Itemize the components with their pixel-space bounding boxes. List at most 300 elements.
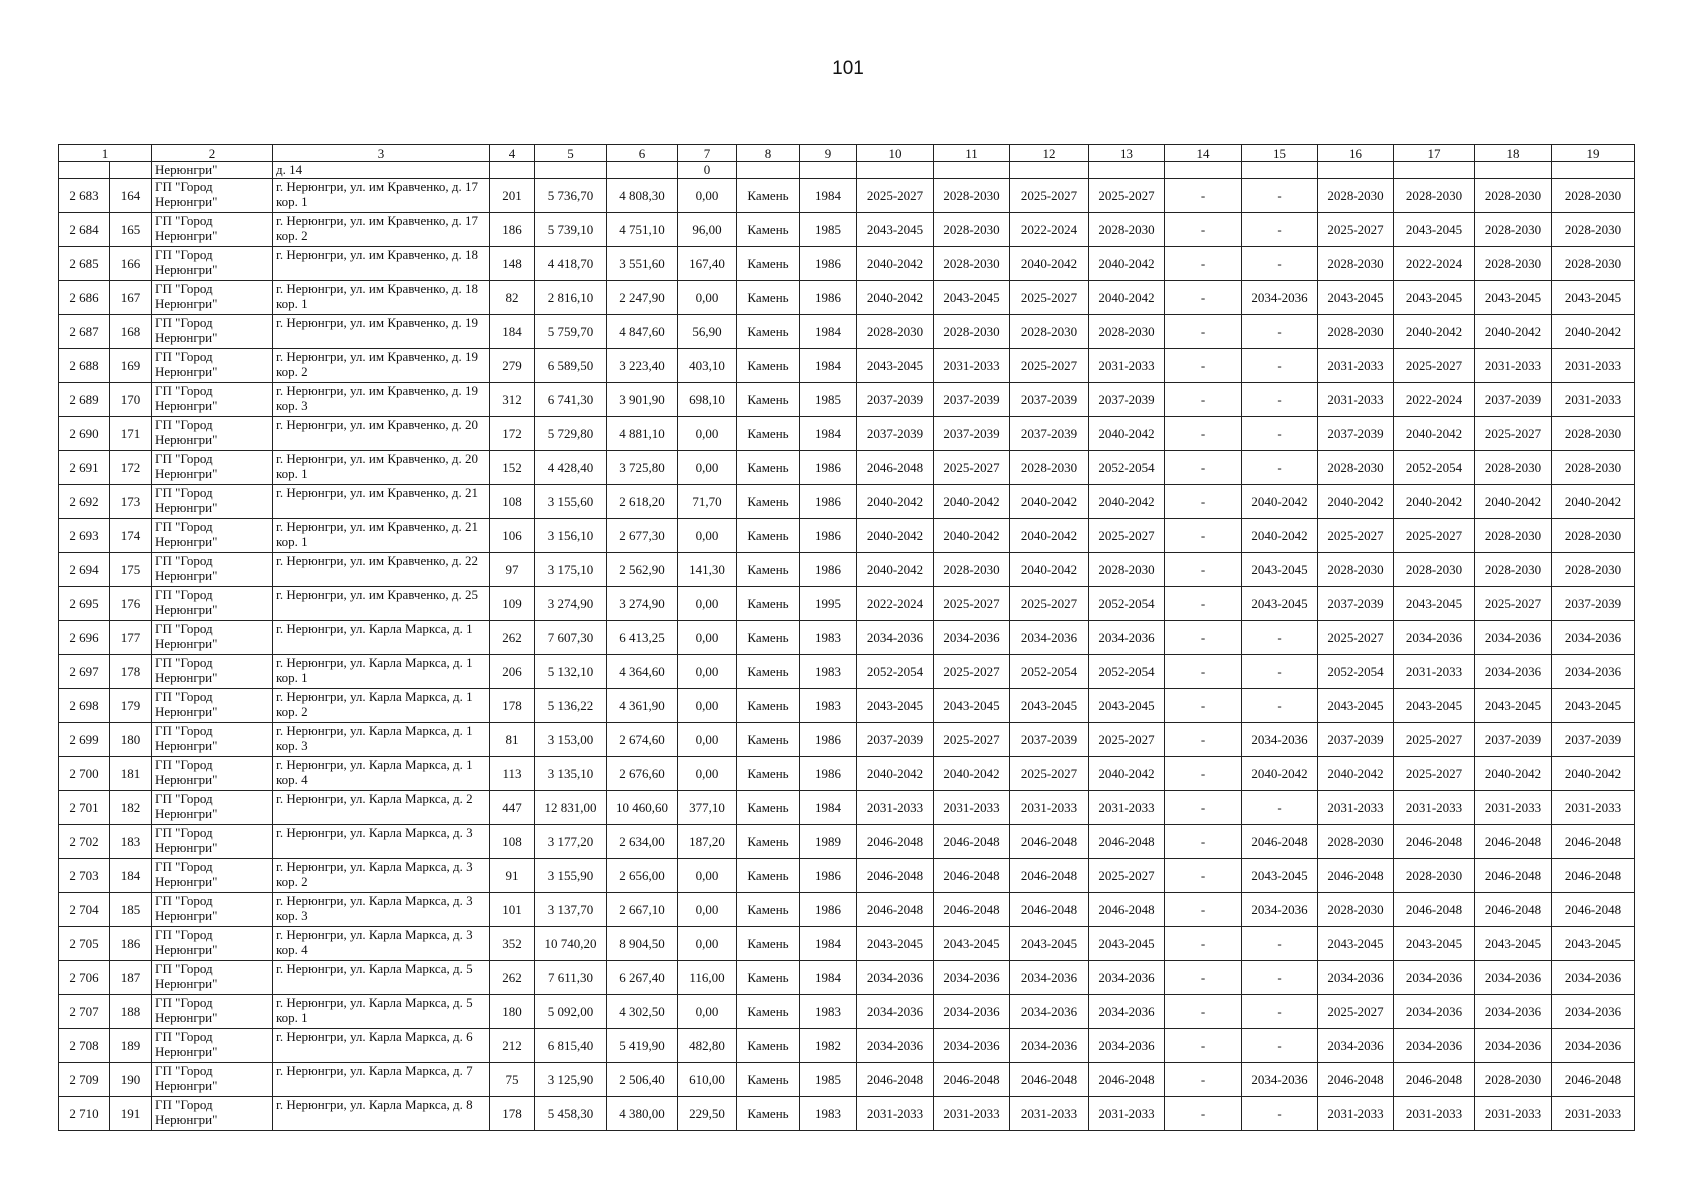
- table-cell: 2037-2039: [1010, 723, 1089, 757]
- table-cell: 447: [490, 791, 535, 825]
- table-cell: 2025-2027: [1089, 859, 1165, 893]
- item-number-cell: 187: [110, 961, 152, 995]
- item-number-cell: 182: [110, 791, 152, 825]
- table-cell: -: [1242, 1029, 1318, 1063]
- item-number-cell: 180: [110, 723, 152, 757]
- table-cell: 4 364,60: [607, 655, 678, 689]
- table-cell: 71,70: [678, 485, 737, 519]
- item-number-cell: 177: [110, 621, 152, 655]
- table-cell: [737, 162, 800, 179]
- table-cell: 2028-2030: [1552, 553, 1635, 587]
- table-cell: 4 428,40: [535, 451, 607, 485]
- table-cell: 5 739,10: [535, 213, 607, 247]
- table-cell: -: [1165, 383, 1242, 417]
- table-cell: 2028-2030: [1475, 179, 1552, 213]
- table-cell: 2025-2027: [934, 655, 1010, 689]
- table-cell: 2046-2048: [1089, 825, 1165, 859]
- table-cell: 2028-2030: [1475, 519, 1552, 553]
- table-row: [59, 757, 1635, 791]
- table-cell: 186: [490, 213, 535, 247]
- table-cell: -: [1242, 995, 1318, 1029]
- table-cell: 1984: [800, 961, 857, 995]
- table-cell: 2046-2048: [857, 451, 934, 485]
- table-cell: 2037-2039: [857, 383, 934, 417]
- table-cell: 0,00: [678, 995, 737, 1029]
- table-cell: 0,00: [678, 723, 737, 757]
- address-cell: г. Нерюнгри, ул. Карла Маркса, д. 8: [273, 1097, 490, 1131]
- table-cell: 2046-2048: [1010, 1063, 1089, 1097]
- table-cell: 0,00: [678, 587, 737, 621]
- row-number-cell: 2 688: [59, 349, 110, 383]
- table-cell: 0,00: [678, 451, 737, 485]
- table-cell: 2040-2042: [1552, 485, 1635, 519]
- table-cell: 2034-2036: [1010, 995, 1089, 1029]
- table-cell: 2040-2042: [1242, 519, 1318, 553]
- table-cell: 1983: [800, 995, 857, 1029]
- table-row: [59, 621, 1635, 655]
- table-cell: 2025-2027: [1089, 519, 1165, 553]
- owner-cell: ГП "Город Нерюнгри": [152, 893, 273, 927]
- table-cell: 2046-2048: [934, 859, 1010, 893]
- table-cell: 2040-2042: [857, 519, 934, 553]
- table-cell: 2022-2024: [1394, 247, 1475, 281]
- table-cell: 141,30: [678, 553, 737, 587]
- item-number-cell: 184: [110, 859, 152, 893]
- table-cell: 2034-2036: [1089, 621, 1165, 655]
- item-number-cell: 173: [110, 485, 152, 519]
- item-number-cell: 168: [110, 315, 152, 349]
- table-cell: -: [1242, 961, 1318, 995]
- item-number-cell: 178: [110, 655, 152, 689]
- table-cell: 2034-2036: [934, 621, 1010, 655]
- column-header: 7: [678, 145, 737, 162]
- table-cell: 2043-2045: [934, 689, 1010, 723]
- table-cell: -: [1242, 621, 1318, 655]
- table-cell: -: [1165, 315, 1242, 349]
- table-row: [59, 179, 1635, 213]
- table-cell: 1983: [800, 655, 857, 689]
- table-cell: 2040-2042: [1552, 757, 1635, 791]
- table-cell: 2046-2048: [1552, 893, 1635, 927]
- table-row: [59, 213, 1635, 247]
- table-cell: 2031-2033: [1318, 383, 1394, 417]
- item-number-cell: 172: [110, 451, 152, 485]
- table-cell: -: [1165, 417, 1242, 451]
- table-cell: 2034-2036: [1552, 995, 1635, 1029]
- table-cell: 1986: [800, 451, 857, 485]
- table-cell: 2043-2045: [1552, 689, 1635, 723]
- table-cell: 1986: [800, 893, 857, 927]
- table-cell: 4 751,10: [607, 213, 678, 247]
- table-row: [59, 1097, 1635, 1131]
- table-cell: 3 135,10: [535, 757, 607, 791]
- table-cell: 2034-2036: [1475, 961, 1552, 995]
- table-cell: 201: [490, 179, 535, 213]
- table-cell: -: [1242, 315, 1318, 349]
- table-cell: 2034-2036: [1318, 961, 1394, 995]
- table-cell: 2052-2054: [1010, 655, 1089, 689]
- table-cell: 2034-2036: [934, 995, 1010, 1029]
- table-cell: 5 736,70: [535, 179, 607, 213]
- table-row: [59, 927, 1635, 961]
- table-cell: 180: [490, 995, 535, 1029]
- table-cell: 2037-2039: [1552, 587, 1635, 621]
- table-cell: 2046-2048: [1010, 859, 1089, 893]
- table-cell: Камень: [737, 689, 800, 723]
- table-cell: 2034-2036: [1475, 655, 1552, 689]
- table-cell: 2052-2054: [1089, 451, 1165, 485]
- table-cell: [535, 162, 607, 179]
- table-cell: 2028-2030: [1318, 893, 1394, 927]
- table-cell: 75: [490, 1063, 535, 1097]
- table-cell: 116,00: [678, 961, 737, 995]
- table-cell: 1986: [800, 553, 857, 587]
- table-cell: -: [1242, 247, 1318, 281]
- table-cell: -: [1165, 995, 1242, 1029]
- table-cell: 81: [490, 723, 535, 757]
- row-number-cell: 2 700: [59, 757, 110, 791]
- owner-cell: ГП "Город Нерюнгри": [152, 553, 273, 587]
- table-cell: 178: [490, 689, 535, 723]
- table-cell: 187,20: [678, 825, 737, 859]
- table-cell: 2025-2027: [1475, 417, 1552, 451]
- item-number-cell: 175: [110, 553, 152, 587]
- table-row: [59, 519, 1635, 553]
- table-cell: -: [1165, 519, 1242, 553]
- table-cell: [934, 162, 1010, 179]
- table-cell: 2040-2042: [1089, 757, 1165, 791]
- column-header: 14: [1165, 145, 1242, 162]
- table-cell: Камень: [737, 859, 800, 893]
- table-row: [59, 655, 1635, 689]
- table-cell: 2040-2042: [1010, 247, 1089, 281]
- table-cell: 148: [490, 247, 535, 281]
- table-cell: 2043-2045: [857, 349, 934, 383]
- owner-cell: ГП "Город Нерюнгри": [152, 587, 273, 621]
- table-cell: 2031-2033: [1318, 791, 1394, 825]
- table-cell: 6 815,40: [535, 1029, 607, 1063]
- table-cell: 2034-2036: [1394, 995, 1475, 1029]
- table-cell: -: [1165, 961, 1242, 995]
- owner-cell: ГП "Город Нерюнгри": [152, 451, 273, 485]
- address-cell: г. Нерюнгри, ул. Карла Маркса, д. 3 кор. 4: [273, 927, 490, 961]
- column-header: 6: [607, 145, 678, 162]
- table-cell: [1394, 162, 1475, 179]
- table-cell: 229,50: [678, 1097, 737, 1131]
- table-cell: 2040-2042: [1394, 417, 1475, 451]
- table-row: [59, 825, 1635, 859]
- table-cell: 2025-2027: [1010, 757, 1089, 791]
- table-cell: 2043-2045: [1552, 927, 1635, 961]
- table-cell: -: [1165, 1063, 1242, 1097]
- item-number-cell: 174: [110, 519, 152, 553]
- table-cell: 206: [490, 655, 535, 689]
- owner-cell: ГП "Город Нерюнгри": [152, 825, 273, 859]
- table-cell: -: [1242, 689, 1318, 723]
- table-cell: 0,00: [678, 893, 737, 927]
- owner-cell: ГП "Город Нерюнгри": [152, 349, 273, 383]
- table-cell: 2040-2042: [857, 247, 934, 281]
- table-cell: 2034-2036: [1475, 621, 1552, 655]
- table-cell: 2043-2045: [934, 927, 1010, 961]
- table-cell: 2043-2045: [1318, 927, 1394, 961]
- row-number-cell: 2 701: [59, 791, 110, 825]
- table-cell: 2046-2048: [1475, 825, 1552, 859]
- table-cell: 3 155,60: [535, 485, 607, 519]
- table-cell: Камень: [737, 213, 800, 247]
- table-cell: -: [1165, 825, 1242, 859]
- item-number-cell: 186: [110, 927, 152, 961]
- column-header: 11: [934, 145, 1010, 162]
- table-cell: 3 155,90: [535, 859, 607, 893]
- table-cell: 2046-2048: [857, 859, 934, 893]
- table-cell: 1986: [800, 247, 857, 281]
- table-cell: 2046-2048: [934, 825, 1010, 859]
- table-cell: 2034-2036: [1010, 621, 1089, 655]
- table-row: [59, 893, 1635, 927]
- row-number-cell: 2 687: [59, 315, 110, 349]
- table-cell: 2043-2045: [1552, 281, 1635, 315]
- table-cell: 3 156,10: [535, 519, 607, 553]
- table-cell: 2028-2030: [1089, 213, 1165, 247]
- owner-cell: ГП "Город Нерюнгри": [152, 995, 273, 1029]
- address-cell: г. Нерюнгри, ул. Карла Маркса, д. 1 кор. 1: [273, 655, 490, 689]
- table-cell: -: [1165, 485, 1242, 519]
- table-cell: Камень: [737, 1029, 800, 1063]
- table-cell: 2031-2033: [857, 1097, 934, 1131]
- table-cell: [110, 162, 152, 179]
- item-number-cell: 167: [110, 281, 152, 315]
- row-number-cell: 2 692: [59, 485, 110, 519]
- table-cell: 2028-2030: [1010, 315, 1089, 349]
- table-cell: 5 458,30: [535, 1097, 607, 1131]
- table-cell: -: [1242, 927, 1318, 961]
- table-cell: 178: [490, 1097, 535, 1131]
- table-cell: 2025-2027: [1089, 723, 1165, 757]
- table-cell: 2040-2042: [1552, 315, 1635, 349]
- table-row: [59, 791, 1635, 825]
- table-cell: 2037-2039: [1089, 383, 1165, 417]
- table-cell: 2040-2042: [934, 485, 1010, 519]
- table-cell: 2028-2030: [934, 315, 1010, 349]
- table-cell: 2 562,90: [607, 553, 678, 587]
- table-cell: 0,00: [678, 689, 737, 723]
- table-cell: 2046-2048: [934, 893, 1010, 927]
- owner-cell: ГП "Город Нерюнгри": [152, 791, 273, 825]
- table-row: [59, 1029, 1635, 1063]
- table-cell: 1986: [800, 519, 857, 553]
- table-cell: Камень: [737, 893, 800, 927]
- table-cell: 2031-2033: [1089, 791, 1165, 825]
- column-header: 15: [1242, 145, 1318, 162]
- table-cell: 5 132,10: [535, 655, 607, 689]
- table-cell: 1986: [800, 723, 857, 757]
- row-number-cell: 2 709: [59, 1063, 110, 1097]
- address-cell: г. Нерюнгри, ул. им Кравченко, д. 19 кор. 3: [273, 383, 490, 417]
- table-cell: 2031-2033: [1010, 1097, 1089, 1131]
- table-cell: 2028-2030: [1552, 247, 1635, 281]
- table-cell: 2040-2042: [1475, 485, 1552, 519]
- table-cell: 2034-2036: [1552, 961, 1635, 995]
- table-cell: Камень: [737, 451, 800, 485]
- owner-cell: ГП "Город Нерюнгри": [152, 315, 273, 349]
- table-cell: 4 847,60: [607, 315, 678, 349]
- column-header: 19: [1552, 145, 1635, 162]
- table-cell: -: [1242, 655, 1318, 689]
- table-cell: 2046-2048: [1552, 1063, 1635, 1097]
- table-cell: 2034-2036: [1552, 655, 1635, 689]
- table-cell: 2031-2033: [1318, 1097, 1394, 1131]
- column-header: 4: [490, 145, 535, 162]
- table-cell: -: [1242, 451, 1318, 485]
- table-cell: 113: [490, 757, 535, 791]
- table-cell: 2043-2045: [1010, 927, 1089, 961]
- table-cell: 7 607,30: [535, 621, 607, 655]
- address-cell: г. Нерюнгри, ул. Карла Маркса, д. 1 кор. 3: [273, 723, 490, 757]
- table-cell: -: [1165, 1097, 1242, 1131]
- table-cell: Камень: [737, 825, 800, 859]
- table-cell: 1984: [800, 315, 857, 349]
- item-number-cell: 190: [110, 1063, 152, 1097]
- owner-cell: ГП "Город Нерюнгри": [152, 1029, 273, 1063]
- table-cell: 1986: [800, 859, 857, 893]
- table-cell: 2043-2045: [934, 281, 1010, 315]
- table-cell: 6 267,40: [607, 961, 678, 995]
- table-cell: 2043-2045: [1318, 281, 1394, 315]
- table-cell: 2034-2036: [1089, 995, 1165, 1029]
- table-cell: 2028-2030: [1010, 451, 1089, 485]
- table-cell: 2040-2042: [934, 519, 1010, 553]
- table-cell: -: [1165, 587, 1242, 621]
- table-cell: 2043-2045: [1394, 587, 1475, 621]
- table-cell: 56,90: [678, 315, 737, 349]
- table-cell: 2028-2030: [1475, 213, 1552, 247]
- table-cell: 2034-2036: [1394, 1029, 1475, 1063]
- column-header: 1: [59, 145, 152, 162]
- table-cell: 2028-2030: [934, 553, 1010, 587]
- table-cell: 2043-2045: [1242, 553, 1318, 587]
- table-cell: 2031-2033: [1089, 1097, 1165, 1131]
- table-cell: 2037-2039: [934, 417, 1010, 451]
- table-cell: Камень: [737, 995, 800, 1029]
- table-cell: 2034-2036: [857, 1029, 934, 1063]
- table-cell: 2028-2030: [1318, 247, 1394, 281]
- table-header: [59, 145, 1635, 162]
- table-cell: 2046-2048: [1475, 893, 1552, 927]
- table-row: [59, 281, 1635, 315]
- table-cell: Камень: [737, 315, 800, 349]
- table-cell: -: [1242, 417, 1318, 451]
- row-number-cell: 2 686: [59, 281, 110, 315]
- table-cell: 2025-2027: [1010, 179, 1089, 213]
- table-cell: 2043-2045: [1089, 927, 1165, 961]
- table-cell: 2046-2048: [1552, 859, 1635, 893]
- table-cell: Камень: [737, 927, 800, 961]
- table-cell: 1985: [800, 213, 857, 247]
- row-number-cell: 2 697: [59, 655, 110, 689]
- table-row: [59, 247, 1635, 281]
- table-cell: 2025-2027: [1394, 723, 1475, 757]
- table-cell: 2034-2036: [1010, 961, 1089, 995]
- row-number-cell: 2 685: [59, 247, 110, 281]
- table-cell: 2037-2039: [1010, 417, 1089, 451]
- continued-row: [59, 162, 1635, 179]
- address-cell: г. Нерюнгри, ул. Карла Маркса, д. 3 кор. 2: [273, 859, 490, 893]
- table-cell: 2 618,20: [607, 485, 678, 519]
- table-cell: 5 136,22: [535, 689, 607, 723]
- owner-cell: ГП "Город Нерюнгри": [152, 213, 273, 247]
- table-cell: 2043-2045: [1394, 927, 1475, 961]
- table-cell: -: [1165, 213, 1242, 247]
- address-cell: г. Нерюнгри, ул. Карла Маркса, д. 1: [273, 621, 490, 655]
- table-cell: 2034-2036: [857, 995, 934, 1029]
- table-cell: 0,00: [678, 621, 737, 655]
- item-number-cell: 189: [110, 1029, 152, 1063]
- table-cell: 1984: [800, 179, 857, 213]
- column-header: 2: [152, 145, 273, 162]
- table-cell: [1089, 162, 1165, 179]
- table-cell: 2037-2039: [1318, 587, 1394, 621]
- table-cell: 4 881,10: [607, 417, 678, 451]
- owner-cell: ГП "Город Нерюнгри": [152, 689, 273, 723]
- owner-cell: ГП "Город Нерюнгри": [152, 723, 273, 757]
- table-cell: -: [1165, 247, 1242, 281]
- table-cell: 2046-2048: [1242, 825, 1318, 859]
- table-cell: Камень: [737, 587, 800, 621]
- table-cell: 0,00: [678, 757, 737, 791]
- table-cell: 2034-2036: [1242, 723, 1318, 757]
- table-cell: 8 904,50: [607, 927, 678, 961]
- column-header: 3: [273, 145, 490, 162]
- owner-cell: ГП "Город Нерюнгри": [152, 485, 273, 519]
- table-cell: 2025-2027: [1089, 179, 1165, 213]
- column-header: 10: [857, 145, 934, 162]
- table-cell: 2025-2027: [1010, 349, 1089, 383]
- table-row: [59, 349, 1635, 383]
- owner-cell: ГП "Город Нерюнгри": [152, 519, 273, 553]
- item-number-cell: 181: [110, 757, 152, 791]
- table-cell: 2040-2042: [1475, 315, 1552, 349]
- table-cell: 2034-2036: [1394, 961, 1475, 995]
- address-cell: г. Нерюнгри, ул. Карла Маркса, д. 3 кор. 3: [273, 893, 490, 927]
- table-cell: 2034-2036: [934, 1029, 1010, 1063]
- table-cell: 2025-2027: [1318, 621, 1394, 655]
- table-cell: 2031-2033: [1475, 1097, 1552, 1131]
- table-cell: 482,80: [678, 1029, 737, 1063]
- table-cell: 2043-2045: [1318, 689, 1394, 723]
- table-cell: -: [1242, 791, 1318, 825]
- table-cell: 2 676,60: [607, 757, 678, 791]
- table-cell: 1982: [800, 1029, 857, 1063]
- table-cell: 2034-2036: [857, 621, 934, 655]
- table-cell: 2040-2042: [1089, 281, 1165, 315]
- address-cell: г. Нерюнгри, ул. Карла Маркса, д. 2: [273, 791, 490, 825]
- table-cell: 1983: [800, 689, 857, 723]
- table-row: [59, 995, 1635, 1029]
- table-cell: 2028-2030: [1318, 553, 1394, 587]
- table-cell: 2046-2048: [857, 825, 934, 859]
- table-cell: 2040-2042: [1475, 757, 1552, 791]
- table-cell: 2043-2045: [1242, 587, 1318, 621]
- table-cell: 2025-2027: [1318, 213, 1394, 247]
- table-cell: 2046-2048: [1010, 893, 1089, 927]
- address-cell: г. Нерюнгри, ул. им Кравченко, д. 20: [273, 417, 490, 451]
- table-cell: 2028-2030: [1552, 179, 1635, 213]
- table-cell: 2037-2039: [1552, 723, 1635, 757]
- table-cell: 4 808,30: [607, 179, 678, 213]
- table-cell: 2037-2039: [1318, 723, 1394, 757]
- table-cell: 2028-2030: [857, 315, 934, 349]
